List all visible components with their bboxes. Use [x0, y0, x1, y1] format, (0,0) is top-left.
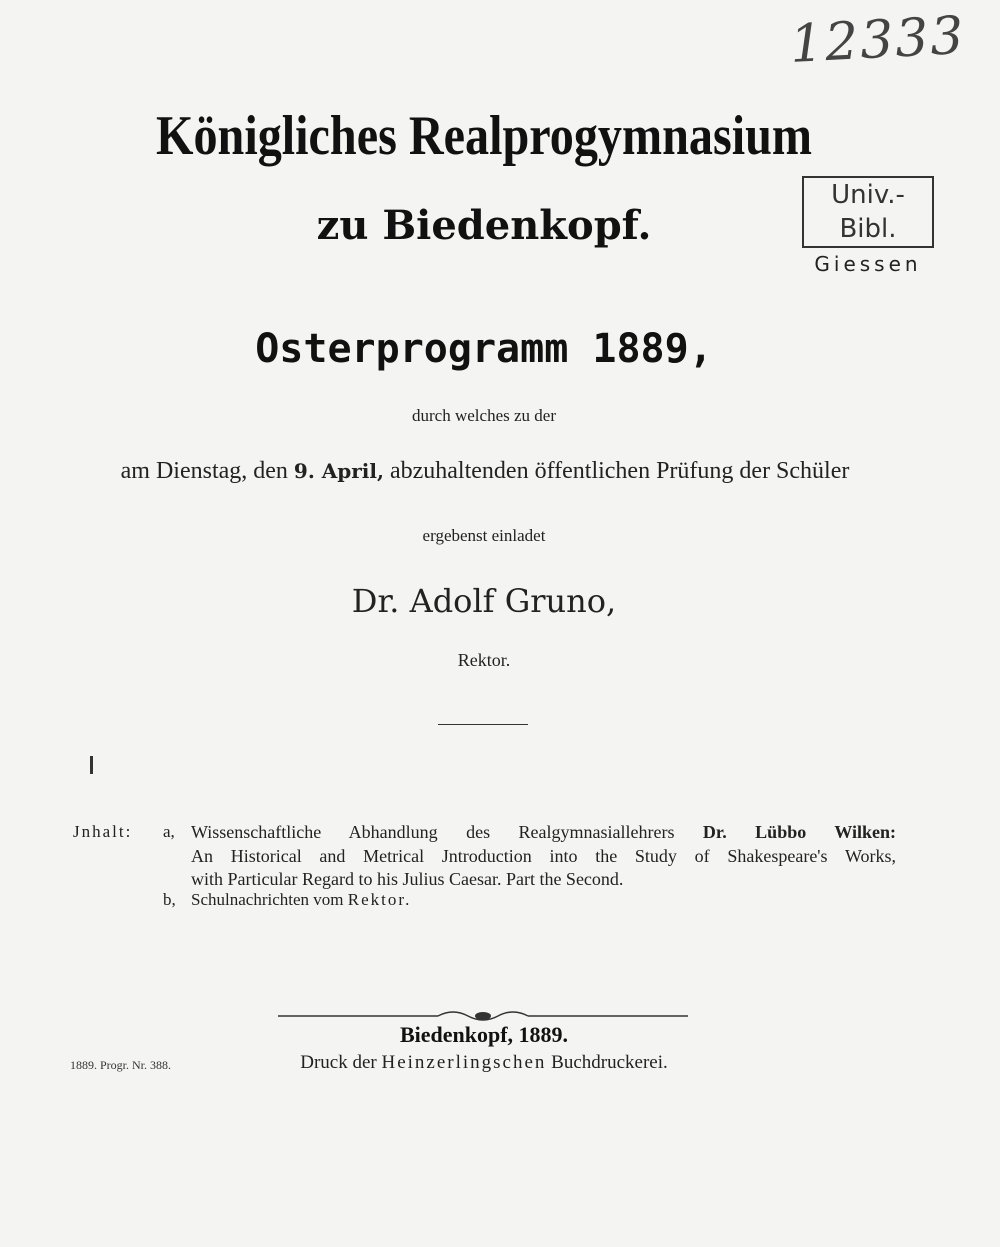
imprint-place-year: Biedenkopf, 1889. [399, 1022, 569, 1047]
printer-name: Heinzerlingschen [381, 1052, 547, 1073]
printer-pre: Druck der [300, 1052, 377, 1073]
exam-date: 9. April, [293, 459, 384, 483]
contents-item-a-line-2: An Historical and Metrical Jntroduction into the Study of Shakespeare's Works, [191, 846, 896, 866]
contents-label: Jnhalt: [73, 822, 133, 841]
contents-item-b-line [191, 890, 411, 910]
program-title: Osterprogramm 1889, [255, 326, 713, 372]
contents-item-b-role: Rektor. [347, 890, 412, 909]
invitation-post-date: abzuhaltenden öffentlichen Prüfung der Schüler [389, 458, 850, 484]
margin-mark [90, 756, 93, 774]
invitation-line-1: durch welches zu der [412, 406, 556, 425]
printer-post: Buchdruckerei. [551, 1052, 668, 1073]
program-number: 1889. Progr. Nr. 388. [70, 1058, 172, 1072]
imprint-printer [0, 1052, 968, 1074]
stamp-city: Giessen [814, 252, 922, 276]
invitation-pre-date: am Dienstag, den [120, 458, 288, 484]
stamp-library-name: Univ.-Bibl. [804, 178, 932, 248]
contents-item-a-author: Dr. Lübbo Wilken: [702, 822, 897, 842]
author-role: Rektor. [457, 650, 511, 670]
contents-item-a-letter: a, [163, 822, 175, 841]
contents-item-a-line-1 [191, 822, 896, 843]
contents-item-b-text: Schulnachrichten vom [191, 890, 344, 909]
author-name: Dr. Adolf Gruno, [351, 582, 617, 620]
invitation-line-3: ergebenst einladet [422, 526, 546, 545]
handwritten-shelf-number: 12333 [788, 5, 967, 75]
contents-item-a-line-3: with Particular Regard to his Julius Caesar. Part the Second. [191, 869, 624, 889]
invitation-line-2 [70, 458, 900, 485]
contents-item-b-letter: b, [163, 890, 176, 909]
divider-rule [438, 724, 528, 725]
contents-item-a-text: Wissenschaftliche Abhandlung des Realgymnasiallehrers [191, 822, 675, 842]
ornamental-rule [278, 1004, 688, 1024]
school-title: Königliches Realprogymnasium [155, 105, 813, 167]
school-location: zu Biedenkopf. [316, 202, 652, 249]
